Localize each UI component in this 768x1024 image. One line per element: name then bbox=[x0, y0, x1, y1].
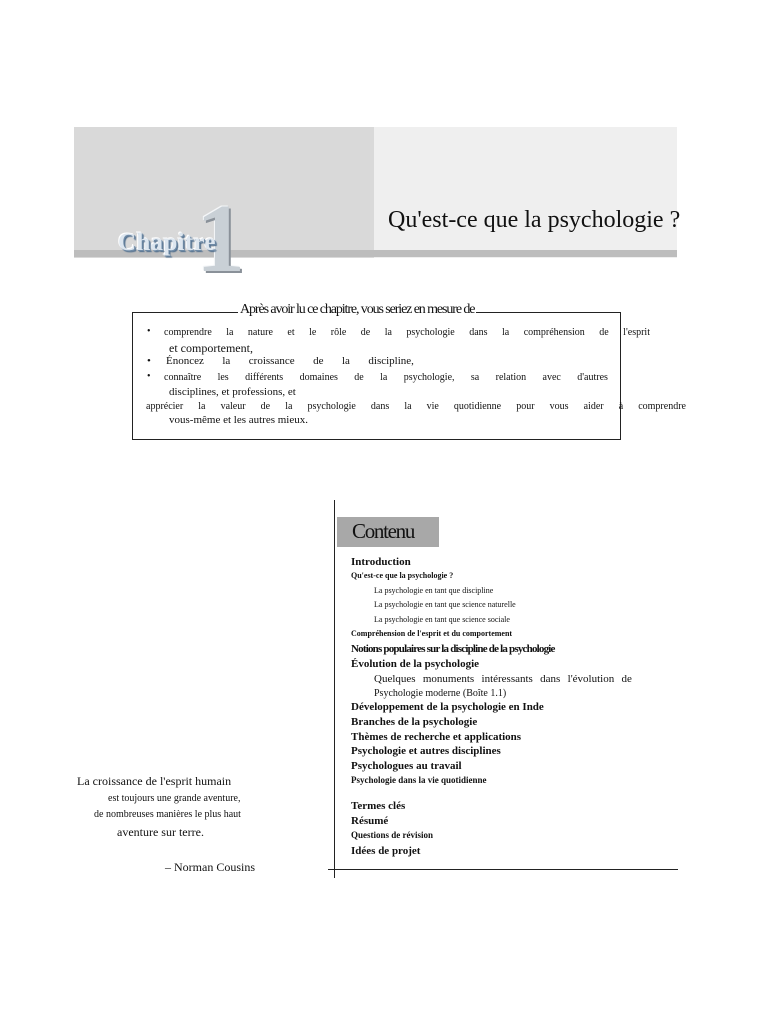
quote-author: – Norman Cousins bbox=[165, 860, 255, 874]
toc-sub-discipline: La psychologie en tant que discipline bbox=[374, 586, 494, 595]
word: psychologie, bbox=[403, 372, 455, 383]
toc-monuments bbox=[374, 673, 632, 685]
word: dans bbox=[540, 673, 561, 685]
word: discipline, bbox=[368, 355, 414, 367]
header-right-panel bbox=[374, 127, 677, 258]
word: à bbox=[618, 401, 624, 412]
word: dans bbox=[469, 327, 488, 338]
word: la bbox=[198, 401, 206, 412]
toc-understanding: Compréhension de l'esprit et du comportement bbox=[351, 629, 513, 638]
word: domaines bbox=[299, 372, 338, 383]
word: monuments bbox=[422, 673, 475, 685]
objective-3-continuation: disciplines, et professions, et bbox=[169, 386, 296, 398]
word: l'évolution bbox=[567, 673, 615, 685]
contents-vertical-rule bbox=[334, 500, 335, 878]
word: la bbox=[380, 372, 388, 383]
quote-line-1: La croissance de l'esprit humain bbox=[77, 774, 232, 788]
toc-introduction: Introduction bbox=[351, 556, 411, 568]
chapter-number: 1 bbox=[196, 185, 245, 293]
word: de bbox=[360, 327, 371, 338]
word: aider bbox=[583, 401, 604, 412]
toc-popular-notions: Notions populaires sur la discipline de la psychologie bbox=[351, 643, 555, 655]
objective-2 bbox=[166, 355, 414, 367]
word: de bbox=[599, 327, 609, 338]
toc-key-terms: Termes clés bbox=[351, 800, 406, 812]
word: vous bbox=[549, 401, 569, 412]
word: la bbox=[226, 327, 234, 338]
toc-summary: Résumé bbox=[351, 815, 389, 827]
contents-heading-box bbox=[337, 517, 439, 547]
contents-heading: Contenu bbox=[352, 519, 415, 543]
word: dans bbox=[370, 401, 390, 412]
word: la bbox=[341, 355, 350, 367]
word: sa bbox=[470, 372, 480, 383]
contents-horizontal-rule bbox=[328, 869, 678, 870]
objective-bullet-2: • bbox=[147, 355, 151, 367]
word: la bbox=[384, 327, 392, 338]
word: psychologie bbox=[406, 327, 455, 338]
toc-evolution: Évolution de la psychologie bbox=[351, 658, 480, 670]
toc-other-disciplines: Psychologie et autres disciplines bbox=[351, 745, 501, 757]
objectives-heading: Après avoir lu ce chapitre, vous seriez en mesure de bbox=[240, 302, 475, 317]
quote-line-4: aventure sur terre. bbox=[117, 825, 204, 839]
chapter-title: Qu'est-ce que la psychologie ? bbox=[388, 207, 681, 233]
word: l'esprit bbox=[623, 327, 650, 338]
toc-themes: Thèmes de recherche et applications bbox=[351, 731, 522, 743]
toc-sub-social: La psychologie en tant que science sociale bbox=[374, 615, 510, 624]
word: quotidienne bbox=[453, 401, 502, 412]
objective-bullet-1: • bbox=[147, 326, 151, 337]
word: psychologie bbox=[307, 401, 356, 412]
word: les bbox=[217, 372, 229, 383]
objective-4-continuation: vous-même et les autres mieux. bbox=[169, 414, 308, 426]
word: et bbox=[287, 327, 295, 338]
word: vie bbox=[426, 401, 439, 412]
toc-sub-natural: La psychologie en tant que science naturelle bbox=[374, 600, 516, 609]
quote-line-3: de nombreuses manières le plus haut bbox=[94, 809, 241, 820]
toc-review: Questions de révision bbox=[351, 830, 434, 840]
word: rôle bbox=[330, 327, 347, 338]
toc-india: Développement de la psychologie en Inde bbox=[351, 701, 544, 713]
word: intéressants bbox=[481, 673, 533, 685]
word: valeur bbox=[220, 401, 246, 412]
word: la bbox=[404, 401, 412, 412]
word: d'autres bbox=[577, 372, 608, 383]
toc-projects: Idées de projet bbox=[351, 845, 421, 857]
toc-everyday: Psychologie dans la vie quotidienne bbox=[351, 775, 487, 785]
word: de bbox=[260, 401, 271, 412]
word: Énoncez bbox=[166, 355, 204, 367]
word: comprendre bbox=[638, 401, 686, 412]
objective-bullet-3: • bbox=[147, 371, 151, 382]
word: avec bbox=[542, 372, 561, 383]
word: le bbox=[309, 327, 317, 338]
word: la bbox=[222, 355, 231, 367]
word: Quelques bbox=[374, 673, 416, 685]
word: apprécier bbox=[146, 401, 184, 412]
toc-monuments-continuation: Psychologie moderne (Boîte 1.1) bbox=[374, 688, 507, 699]
objective-4 bbox=[146, 401, 686, 412]
word: connaître bbox=[164, 372, 202, 383]
word: pour bbox=[516, 401, 535, 412]
word: différents bbox=[245, 372, 284, 383]
word: de bbox=[313, 355, 324, 367]
word: relation bbox=[495, 372, 527, 383]
word: compréhension bbox=[523, 327, 585, 338]
word: la bbox=[285, 401, 293, 412]
word: la bbox=[502, 327, 510, 338]
toc-at-work: Psychologues au travail bbox=[351, 760, 462, 772]
word: nature bbox=[247, 327, 273, 338]
word: de bbox=[354, 372, 364, 383]
objective-1-continuation: et comportement, bbox=[169, 341, 253, 355]
quote-line-2: est toujours une grande aventure, bbox=[108, 793, 241, 804]
word: de bbox=[621, 673, 632, 685]
toc-branches: Branches de la psychologie bbox=[351, 716, 478, 728]
word: comprendre bbox=[164, 327, 212, 338]
toc-what-is: Qu'est-ce que la psychologie ? bbox=[351, 571, 454, 580]
word: croissance bbox=[248, 355, 295, 367]
objective-1 bbox=[164, 327, 650, 338]
objective-3 bbox=[164, 372, 608, 383]
chapter-label: Chapitre bbox=[118, 229, 216, 256]
